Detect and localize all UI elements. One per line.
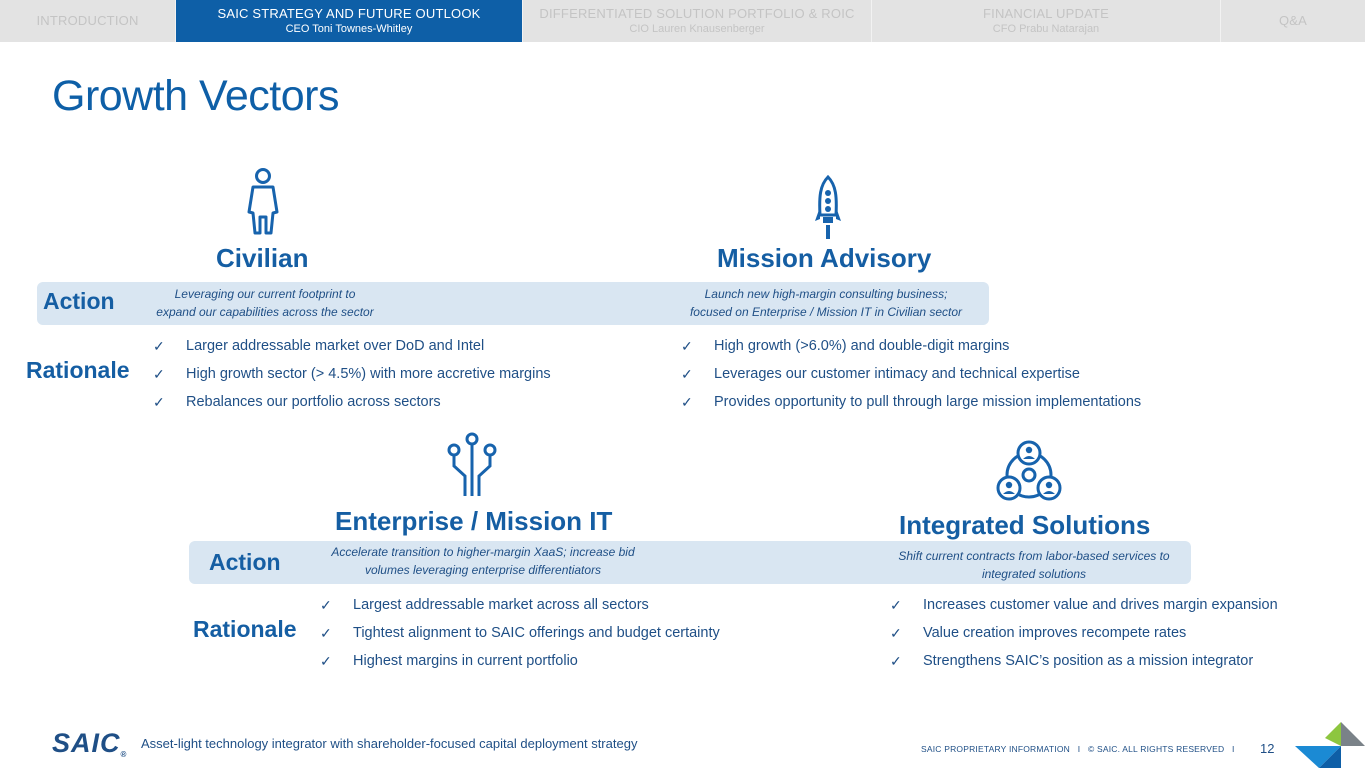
rationale-text: Strengthens SAIC’s position as a mission integrator xyxy=(923,653,1254,669)
list-item xyxy=(320,591,720,619)
action-line: integrated solutions xyxy=(981,567,1087,581)
tab-portfolio[interactable] xyxy=(523,0,872,42)
tab-strategy[interactable] xyxy=(176,0,523,42)
check-icon: ✓ xyxy=(320,625,332,641)
integrated-solutions-rationale-list xyxy=(890,591,1278,675)
civilian-title: Civilian xyxy=(216,243,309,273)
tab-subtitle: CIO Lauren Knausenberger xyxy=(629,23,765,35)
list-item xyxy=(153,360,551,388)
tab-title: INTRODUCTION xyxy=(36,13,139,28)
civilian-action xyxy=(120,285,410,321)
corner-triangle-logo-icon xyxy=(1295,720,1365,768)
integrated-solutions-action xyxy=(884,547,1184,583)
list-item xyxy=(681,332,1141,360)
list-item xyxy=(320,619,720,647)
rationale-text: Increases customer value and drives margin expansion xyxy=(923,597,1278,613)
check-icon: ✓ xyxy=(320,653,332,669)
enterprise-rationale-list xyxy=(320,591,720,675)
civilian-rationale-list xyxy=(153,332,551,416)
tab-title: FINANCIAL UPDATE xyxy=(983,6,1109,21)
list-item xyxy=(153,388,551,416)
footer-tagline: Asset-light technology integrator with shareholder-focused capital deployment strategy xyxy=(141,736,638,751)
check-icon: ✓ xyxy=(153,366,165,382)
mission-advisory-rationale-list xyxy=(681,332,1141,416)
registered-mark: ® xyxy=(120,750,128,759)
page-title: Growth Vectors xyxy=(52,72,339,120)
tab-financial-update[interactable] xyxy=(872,0,1221,42)
top-action-label: Action xyxy=(43,288,115,314)
rationale-text: Highest margins in current portfolio xyxy=(353,653,578,669)
action-line: Shift current contracts from labor-based services to xyxy=(898,549,1170,563)
check-icon: ✓ xyxy=(890,653,902,669)
rationale-text: Tightest alignment to SAIC offerings and budget certainty xyxy=(353,625,720,641)
bottom-rationale-label: Rationale xyxy=(193,616,297,642)
logo-text: SAIC xyxy=(52,728,121,758)
tab-qa[interactable] xyxy=(1221,0,1365,42)
rocket-icon xyxy=(814,175,842,241)
action-line: focused on Enterprise / Mission IT in Civilian sector xyxy=(689,305,963,319)
list-item xyxy=(681,388,1141,416)
page-number: 12 xyxy=(1260,741,1275,756)
tab-title: DIFFERENTIATED SOLUTION PORTFOLIO & ROIC xyxy=(539,6,855,21)
action-line: Launch new high-margin consulting business; xyxy=(704,287,948,301)
list-item xyxy=(320,647,720,675)
enterprise-title: Enterprise / Mission IT xyxy=(335,506,613,536)
saic-logo xyxy=(52,728,127,759)
rationale-text: Larger addressable market over DoD and Intel xyxy=(186,338,485,354)
action-line: Leveraging our current footprint to xyxy=(174,287,356,301)
rationale-text: Provides opportunity to pull through large mission implementations xyxy=(714,394,1142,410)
check-icon: ✓ xyxy=(681,338,693,354)
rationale-text: Largest addressable market across all sectors xyxy=(353,597,649,613)
action-line: Accelerate transition to higher-margin XaaS; increase bid xyxy=(331,545,635,559)
list-item xyxy=(890,647,1278,675)
mission-advisory-title: Mission Advisory xyxy=(717,243,932,273)
rationale-text: High growth (>6.0%) and double-digit margins xyxy=(714,338,1010,354)
integrated-solutions-title: Integrated Solutions xyxy=(899,510,1151,540)
section-tab-bar xyxy=(0,0,1365,42)
check-icon: ✓ xyxy=(320,597,332,613)
check-icon: ✓ xyxy=(153,338,165,354)
action-line: expand our capabilities across the sector xyxy=(156,305,374,319)
mission-advisory-action xyxy=(658,285,994,321)
rationale-text: Value creation improves recompete rates xyxy=(923,625,1187,641)
check-icon: ✓ xyxy=(153,394,165,410)
circuit-icon xyxy=(447,432,497,498)
rationale-text: Rebalances our portfolio across sectors xyxy=(186,394,441,410)
tab-title: Q&A xyxy=(1278,13,1308,28)
list-item xyxy=(890,619,1278,647)
rationale-text: High growth sector (> 4.5%) with more accretive margins xyxy=(186,366,551,382)
footer-legal: SAIC PROPRIETARY INFORMATION I © SAIC. ALL RIGHTS RESERVED I xyxy=(921,744,1235,754)
rationale-text: Leverages our customer intimacy and technical expertise xyxy=(714,366,1080,382)
tab-subtitle: CFO Prabu Natarajan xyxy=(992,23,1100,35)
team-network-icon xyxy=(995,440,1063,503)
tab-title: SAIC STRATEGY AND FUTURE OUTLOOK xyxy=(217,6,481,21)
action-line: volumes leveraging enterprise differentiators xyxy=(364,563,602,577)
bottom-action-label: Action xyxy=(209,549,281,575)
check-icon: ✓ xyxy=(890,625,902,641)
tab-introduction[interactable] xyxy=(0,0,176,42)
list-item xyxy=(681,360,1141,388)
check-icon: ✓ xyxy=(681,366,693,382)
check-icon: ✓ xyxy=(681,394,693,410)
enterprise-action xyxy=(318,543,648,579)
top-rationale-label: Rationale xyxy=(26,357,130,383)
tab-subtitle: CEO Toni Townes-Whitley xyxy=(285,23,413,35)
person-icon xyxy=(246,167,280,235)
list-item xyxy=(890,591,1278,619)
list-item xyxy=(153,332,551,360)
check-icon: ✓ xyxy=(890,597,902,613)
